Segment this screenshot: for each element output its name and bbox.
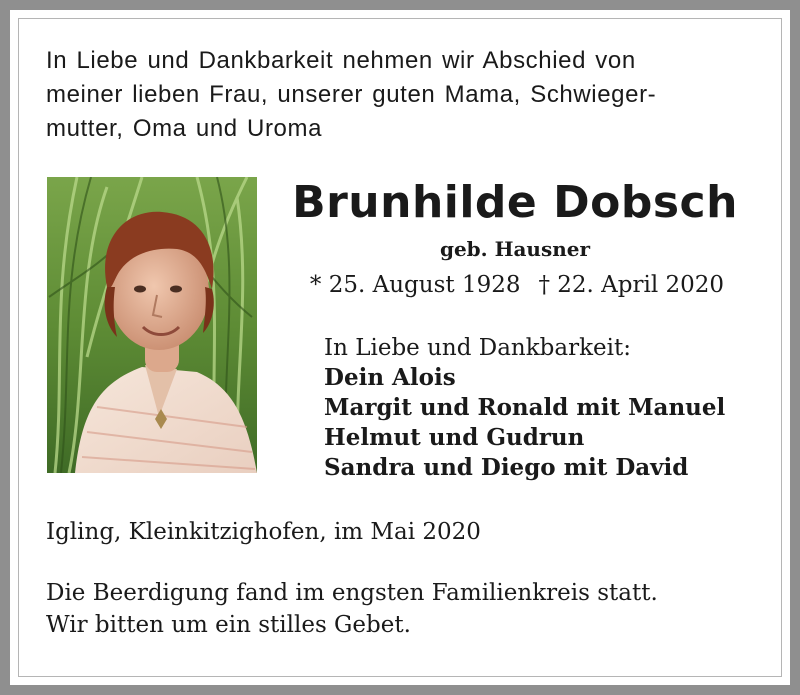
- portrait-photo: [47, 177, 257, 473]
- portrait-illustration: [47, 177, 257, 473]
- intro-line: meiner lieben Frau, unserer guten Mama, Schwieger-: [46, 81, 657, 108]
- birth-date: * 25. August 1928: [309, 272, 521, 298]
- mourner-name: Dein Alois: [324, 364, 456, 391]
- mourner-name: Helmut und Gudrun: [324, 424, 585, 451]
- intro-line: mutter, Oma und Uroma: [46, 115, 323, 142]
- closing-text: [46, 577, 658, 641]
- closing-line: Die Beerdigung fand im engsten Familienkreis statt.: [46, 580, 658, 606]
- intro-line: In Liebe und Dankbarkeit nehmen wir Abschied von: [46, 47, 636, 74]
- life-dates: [272, 268, 762, 302]
- closing-line: Wir bitten um ein stilles Gebet.: [46, 612, 411, 638]
- place-date: Igling, Kleinkitzighofen, im Mai 2020: [46, 519, 481, 545]
- deceased-name: Brunhilde Dobsch: [292, 177, 738, 228]
- intro-text: [46, 44, 761, 146]
- mourner-name: Sandra und Diego mit David: [324, 454, 689, 481]
- mourners-block: [324, 333, 725, 483]
- mourner-name: Margit und Ronald mit Manuel: [324, 394, 726, 421]
- maiden-name: geb. Hausner: [439, 237, 591, 261]
- death-date: † 22. April 2020: [538, 272, 725, 298]
- mourners-heading: In Liebe und Dankbarkeit:: [324, 335, 631, 361]
